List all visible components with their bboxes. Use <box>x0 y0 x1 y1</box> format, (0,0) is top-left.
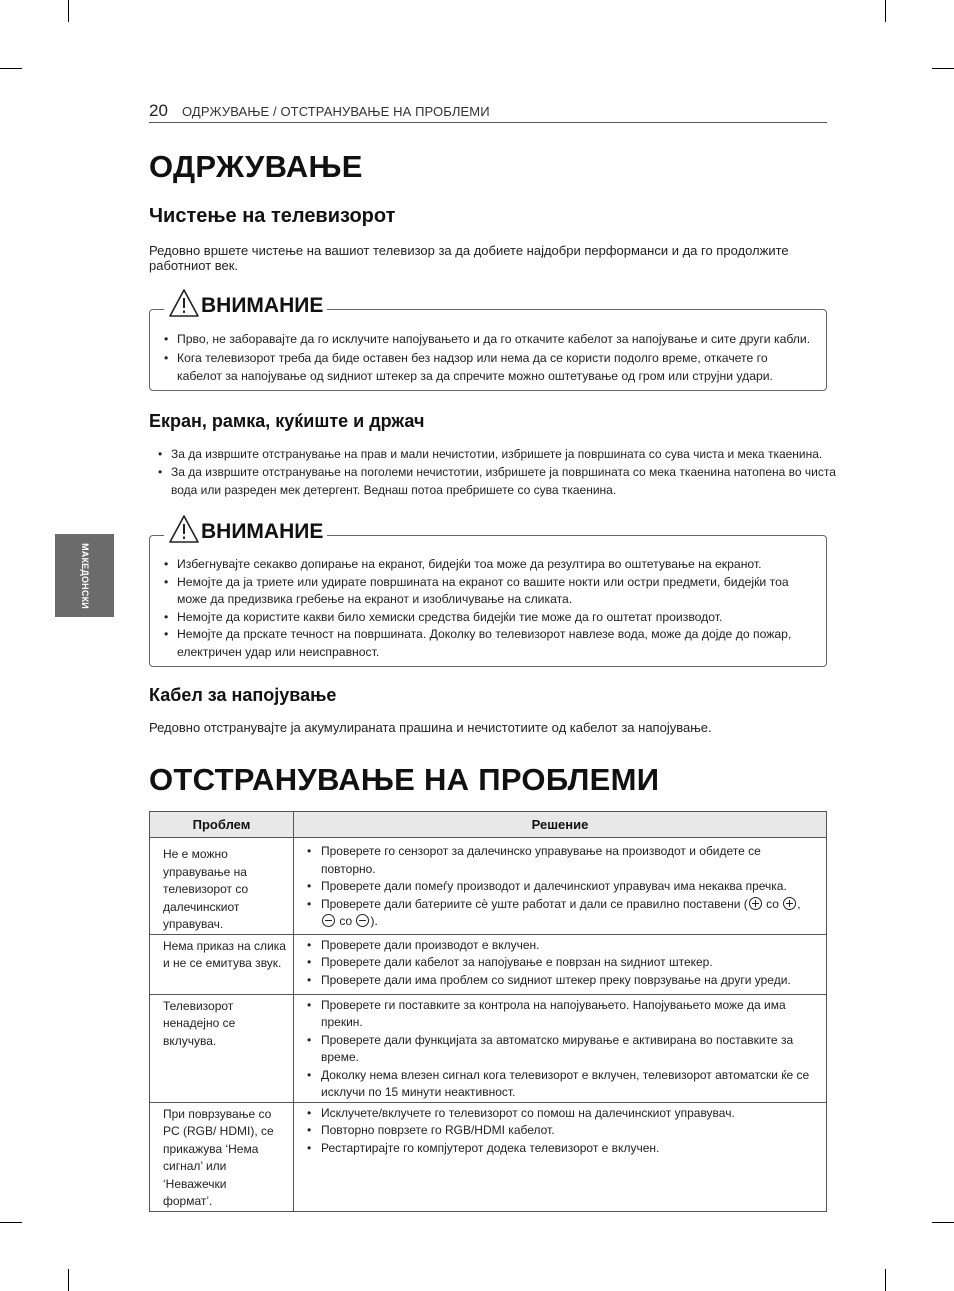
battery-text: Проверете дали батериите сѐ уште работат и дали се правилно поставени ( <box>321 896 748 911</box>
solution-item: • Проверете дали помеѓу производот и далечинскиот управувач има некаква пречка. <box>307 878 816 896</box>
running-title: ОДРЖУВАЊЕ / ОТСТРАНУВАЊЕ НА ПРОБЛЕМИ <box>182 104 490 119</box>
table-row <box>150 994 827 1102</box>
caution-box <box>149 520 827 667</box>
solution-cell <box>294 1102 827 1211</box>
crop-mark <box>68 0 69 22</box>
page-number: 20 <box>149 101 168 120</box>
screen-list <box>158 445 838 499</box>
caution-legend <box>164 512 327 544</box>
column-header-problem: Проблем <box>150 812 294 838</box>
solution-item: • Проверете дали има проблем со ѕидниот штекер преку поврзување на други уреди. <box>307 972 816 990</box>
page-header <box>149 101 827 123</box>
problem-cell: Не е можно управување на телевизорот со далечинскиот управувач. <box>150 838 294 935</box>
crop-mark <box>885 1269 886 1291</box>
solution-item: • Рестартирајте го компјутерот додека телевизорот е вклучен. <box>307 1140 816 1158</box>
solution-cell <box>294 934 827 994</box>
language-tab <box>55 534 114 617</box>
caution-item: • Кога телевизорот треба да биде оставен без надзор или нема да се користи подолго време, откачете го кабелот за напојување од ѕидниот штекер за да спречите можно оштетување од гром или струјни удари. <box>164 349 814 385</box>
solution-item: • Проверете ги поставките за контрола на напојувањето. Напојувањето може да има прекин. <box>307 997 816 1032</box>
maintenance-heading: ОДРЖУВАЊЕ <box>149 149 363 184</box>
table-row <box>150 838 827 935</box>
solution-cell <box>294 838 827 935</box>
caution-item: • Прво, не заборавајте да го исклучите напојувањето и да го откачите кабелот за напојување и сите други кабли. <box>164 331 814 349</box>
problem-cell: Нема приказ на слика и не се емитува звук. <box>150 934 294 994</box>
list-item: • За да извршите отстранување на поголеми нечистотии, избришете ја површината со мека ткаенина натопена во чиста вода или разреден мек детергент. Веднаш потоа пребришете со сува ткаенина. <box>158 463 838 499</box>
problem-cell: Телевизорот ненадејно се вклучува. <box>150 994 294 1102</box>
caution-list <box>164 556 814 661</box>
crop-mark <box>0 1222 22 1223</box>
solution-item: • Доколку нема влезен сигнал кога телевизорот е вклучен, телевизорот автоматски ќе се исклучи по 15 минути неактивност. <box>307 1067 816 1102</box>
warning-triangle-icon <box>168 514 200 544</box>
solution-cell <box>294 994 827 1102</box>
solution-item: • Исклучете/вклучете го телевизорот со помош на далечинскиот управувач. <box>307 1105 816 1123</box>
caution-list <box>164 331 814 385</box>
plus-circle-icon <box>749 897 762 910</box>
troubleshooting-heading: ОТСТРАНУВАЊЕ НА ПРОБЛЕМИ <box>149 762 660 797</box>
power-cord-heading: Кабел за напојување <box>149 685 337 705</box>
table-row <box>150 1102 827 1211</box>
solution-item: • Повторно поврзете го RGB/HDMI кабелот. <box>307 1122 816 1140</box>
caution-label: ВНИМАНИЕ <box>201 520 324 543</box>
troubleshooting-table <box>149 811 827 1212</box>
caution-item: • Немојте да користите какви било хемиски средства бидејќи тие може да го оштетат производот. <box>164 609 814 627</box>
minus-circle-icon <box>356 914 369 927</box>
battery-text: со <box>336 914 356 928</box>
caution-item: • Немојте да ја триете или удирате површината на екранот со вашите нокти или остри предмети, бидејќи тоа може да предизвика гребење на екранот и изобличување на сликата. <box>164 574 814 609</box>
problem-cell: При поврзување со PC (RGB/ HDMI), се прикажува ‘Нема сигнал’ или ‘Неважечки формат’. <box>150 1102 294 1211</box>
cleaning-intro: Редовно вршете чистење на вашиот телевизор за да добиете најдобри перформанси и да го продолжите работниот век. <box>149 243 789 273</box>
caution-label: ВНИМАНИЕ <box>201 294 324 317</box>
solution-item: • Проверете дали производот е вклучен. <box>307 937 816 955</box>
solution-item: • Проверете дали кабелот за напојување е поврзан на ѕидниот штекер. <box>307 954 816 972</box>
crop-mark <box>932 68 954 69</box>
crop-mark <box>0 68 22 69</box>
language-tab-label: МАКЕДОНСКИ <box>79 542 90 609</box>
battery-text: ). <box>370 914 378 928</box>
cleaning-heading: Чистење на телевизорот <box>149 205 396 227</box>
warning-triangle-icon <box>168 288 200 318</box>
table-row <box>150 934 827 994</box>
table-header-row <box>150 812 827 838</box>
power-cord-text: Редовно отстранувајте ја акумулираната прашина и нечистотиите од кабелот за напојување. <box>149 720 712 735</box>
battery-text: , <box>797 896 801 911</box>
crop-mark <box>885 0 886 22</box>
list-item: • За да извршите отстранување на прав и мали нечистотии, избришете ја површината со сува чиста и мека ткаенина. <box>158 445 838 463</box>
crop-mark <box>932 1222 954 1223</box>
caution-box <box>149 294 827 391</box>
caution-legend <box>164 286 327 318</box>
battery-text: со <box>762 896 783 911</box>
solution-item: • Проверете дали функцијата за автоматско мирување е активирана во поставките за време. <box>307 1032 816 1067</box>
minus-circle-icon <box>322 914 335 927</box>
solution-item <box>307 896 816 931</box>
plus-circle-icon <box>783 897 796 910</box>
screen-heading: Екран, рамка, куќиште и држач <box>149 411 425 431</box>
caution-item: • Избегнувајте секакво допирање на екранот, бидејќи тоа може да резултира во оштетување на екранот. <box>164 556 814 574</box>
crop-mark <box>68 1269 69 1291</box>
caution-item: • Немојте да прскате течност на површината. Доколку во телевизорот навлезе вода, може да дојде до пожар, електричен удар или неисправност. <box>164 626 814 661</box>
column-header-solution: Решение <box>294 812 827 838</box>
solution-item: • Проверете го сензорот за далечинско управување на производот и обидете се повторно. <box>307 843 816 878</box>
